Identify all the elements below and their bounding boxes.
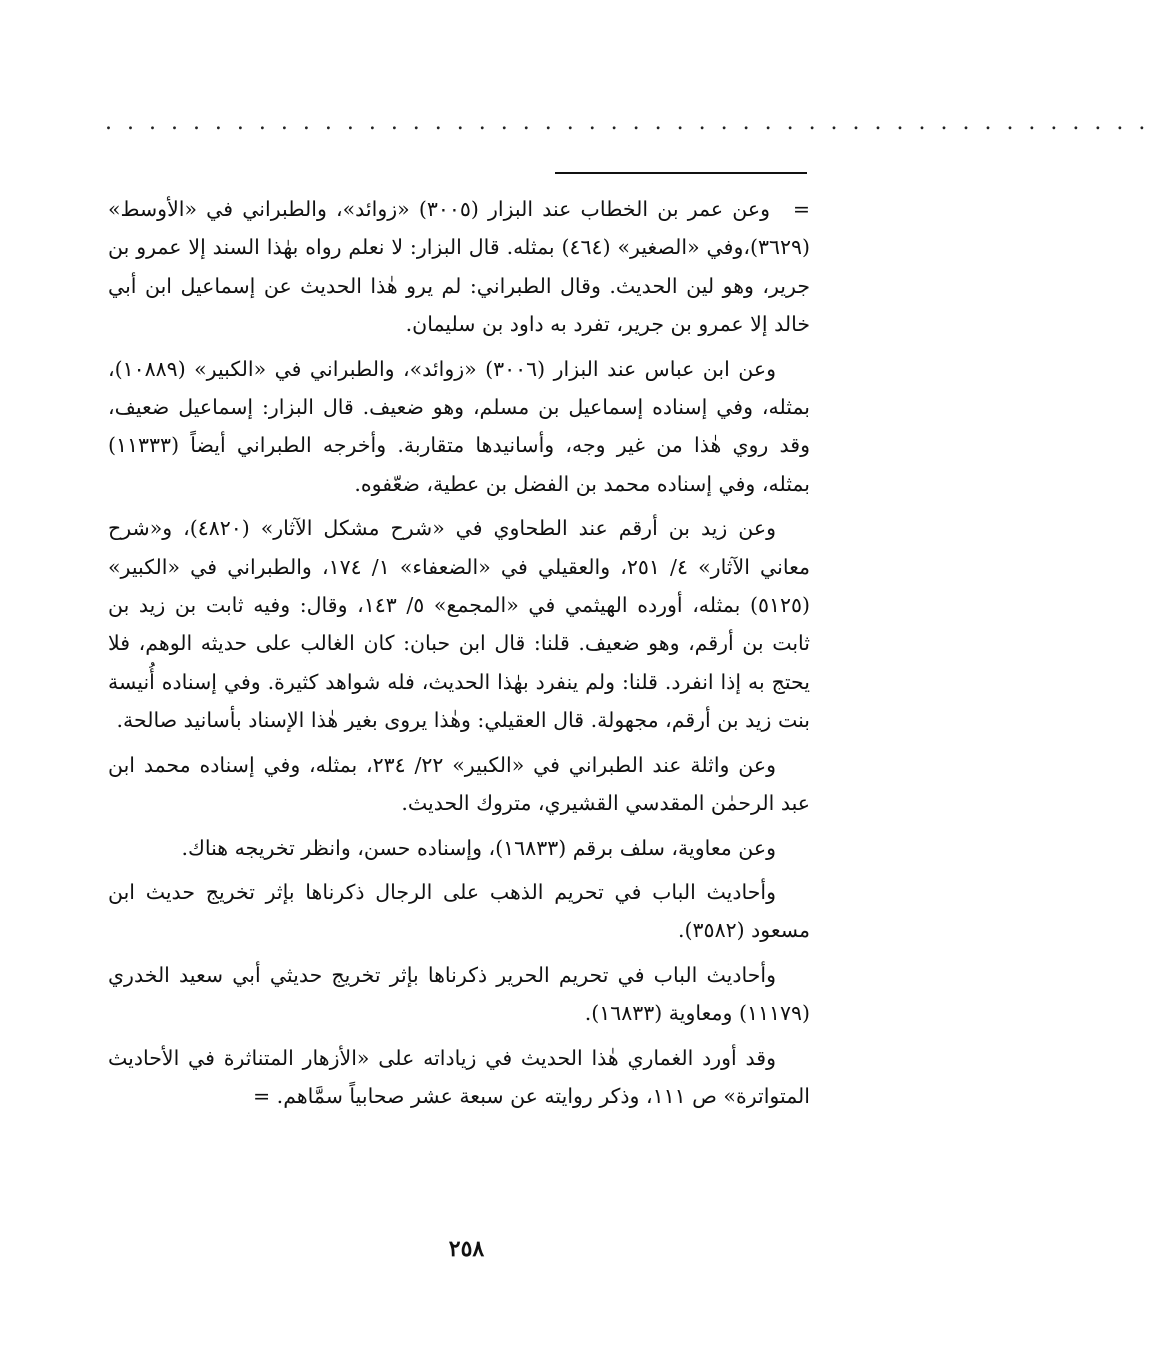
footnote-paragraph: وعن ابن عباس عند البزار (٣٠٠٦) «زوائد»، والطبراني في «الكبير» (١٠٨٨٩)، بمثله، وفي إسناده إسماعيل بن مسلم، وهو ضعيف. قال البزار: إسماعيل ضعيف، وقد روي هٰذا من غير وجه، وأسانيدها متقاربة. وأخرجه الطبراني أيضاً (١١٣٣٣) بمثله، وفي إسناده محمد بن الفضل بن عطية، ضعّفوه. xyxy=(108,356,810,496)
footnote-paragraph: وعن زيد بن أرقم عند الطحاوي في «شرح مشكل الآثار» (٤٨٢٠)، و«شرح معاني الآثار» ٤/ ٢٥١، والعقيلي في «الضعفاء» ١/ ١٧٤، والطبراني في «الكبير» (٥١٢٥) بمثله، أورده الهيثمي في «المجمع» ٥/ ١٤٣، وقال: وفيه ثابت بن زيد بن ثابت بن أرقم، وهو ضعيف. قلنا: قال ابن حبان: كان الغالب على حديثه الوهم، فلا يحتج به إذا انفرد. قلنا: ولم ينفرد بهٰذا الحديث، فله شواهد كثيرة. وفي إسناده أُنيسة بنت زيد بن أرقم، مجهولة. قال العقيلي: وهٰذا يروى بغير هٰذا الإسناد بأسانيد صالحة. xyxy=(108,516,810,733)
footnote-paragraph xyxy=(108,190,810,344)
separator-dots: . . . . . . . . . . . . . . . . . . . . . . . . . . . . . . . . . . . . . . . . . . . . . . . . xyxy=(105,110,1149,135)
footnote-text: وقد أورد الغماري هٰذا الحديث في زياداته على «الأزهار المتناثرة في الأحاديث المتواترة» ص ١١١، وذكر روايته عن سبعة عشر صحابياً سمَّاهم. xyxy=(108,1045,810,1108)
footnotes-block xyxy=(108,190,810,1121)
footnote-paragraph: وأحاديث الباب في تحريم الحرير ذكرناها بإثر تخريج حديثي أبي سعيد الخدري (١١١٧٩) ومعاوية (١٦٨٣٣). xyxy=(108,962,810,1026)
continuation-mark-end: = xyxy=(252,1083,271,1108)
footnote-text: وعن عمر بن الخطاب عند البزار (٣٠٠٥) «زوائد»، والطبراني في «الأوسط» (٣٦٢٩)،وفي «الصغير» (٤٦٤) بمثله. قال البزار: لا نعلم رواه بهٰذا السند إلا عمرو بن جرير، وهو لين الحديث. وقال الطبراني: لم يرو هٰذا الحديث عن إسماعيل ابن أبي خالد إلا عمرو بن جرير، تفرد به داود بن سليمان. xyxy=(108,197,811,337)
page-number: ٢٥٨ xyxy=(448,1236,485,1262)
footnote-rule xyxy=(555,172,807,174)
footnote-paragraph: وأحاديث الباب في تحريم الذهب على الرجال ذكرناها بإثر تخريج حديث ابن مسعود (٣٥٨٢). xyxy=(108,879,810,943)
footnote-paragraph: وعن واثلة عند الطبراني في «الكبير» ٢٢/ ٢٣٤، بمثله، وفي إسناده محمد ابن عبد الرحمٰن المقدسي القشيري، متروك الحديث. xyxy=(108,752,810,816)
continuation-mark-start: = xyxy=(792,197,810,221)
footnote-paragraph xyxy=(108,1039,810,1116)
footnote-paragraph: وعن معاوية، سلف برقم (١٦٨٣٣)، وإسناده حسن، وانظر تخريجه هناك. xyxy=(181,835,776,860)
